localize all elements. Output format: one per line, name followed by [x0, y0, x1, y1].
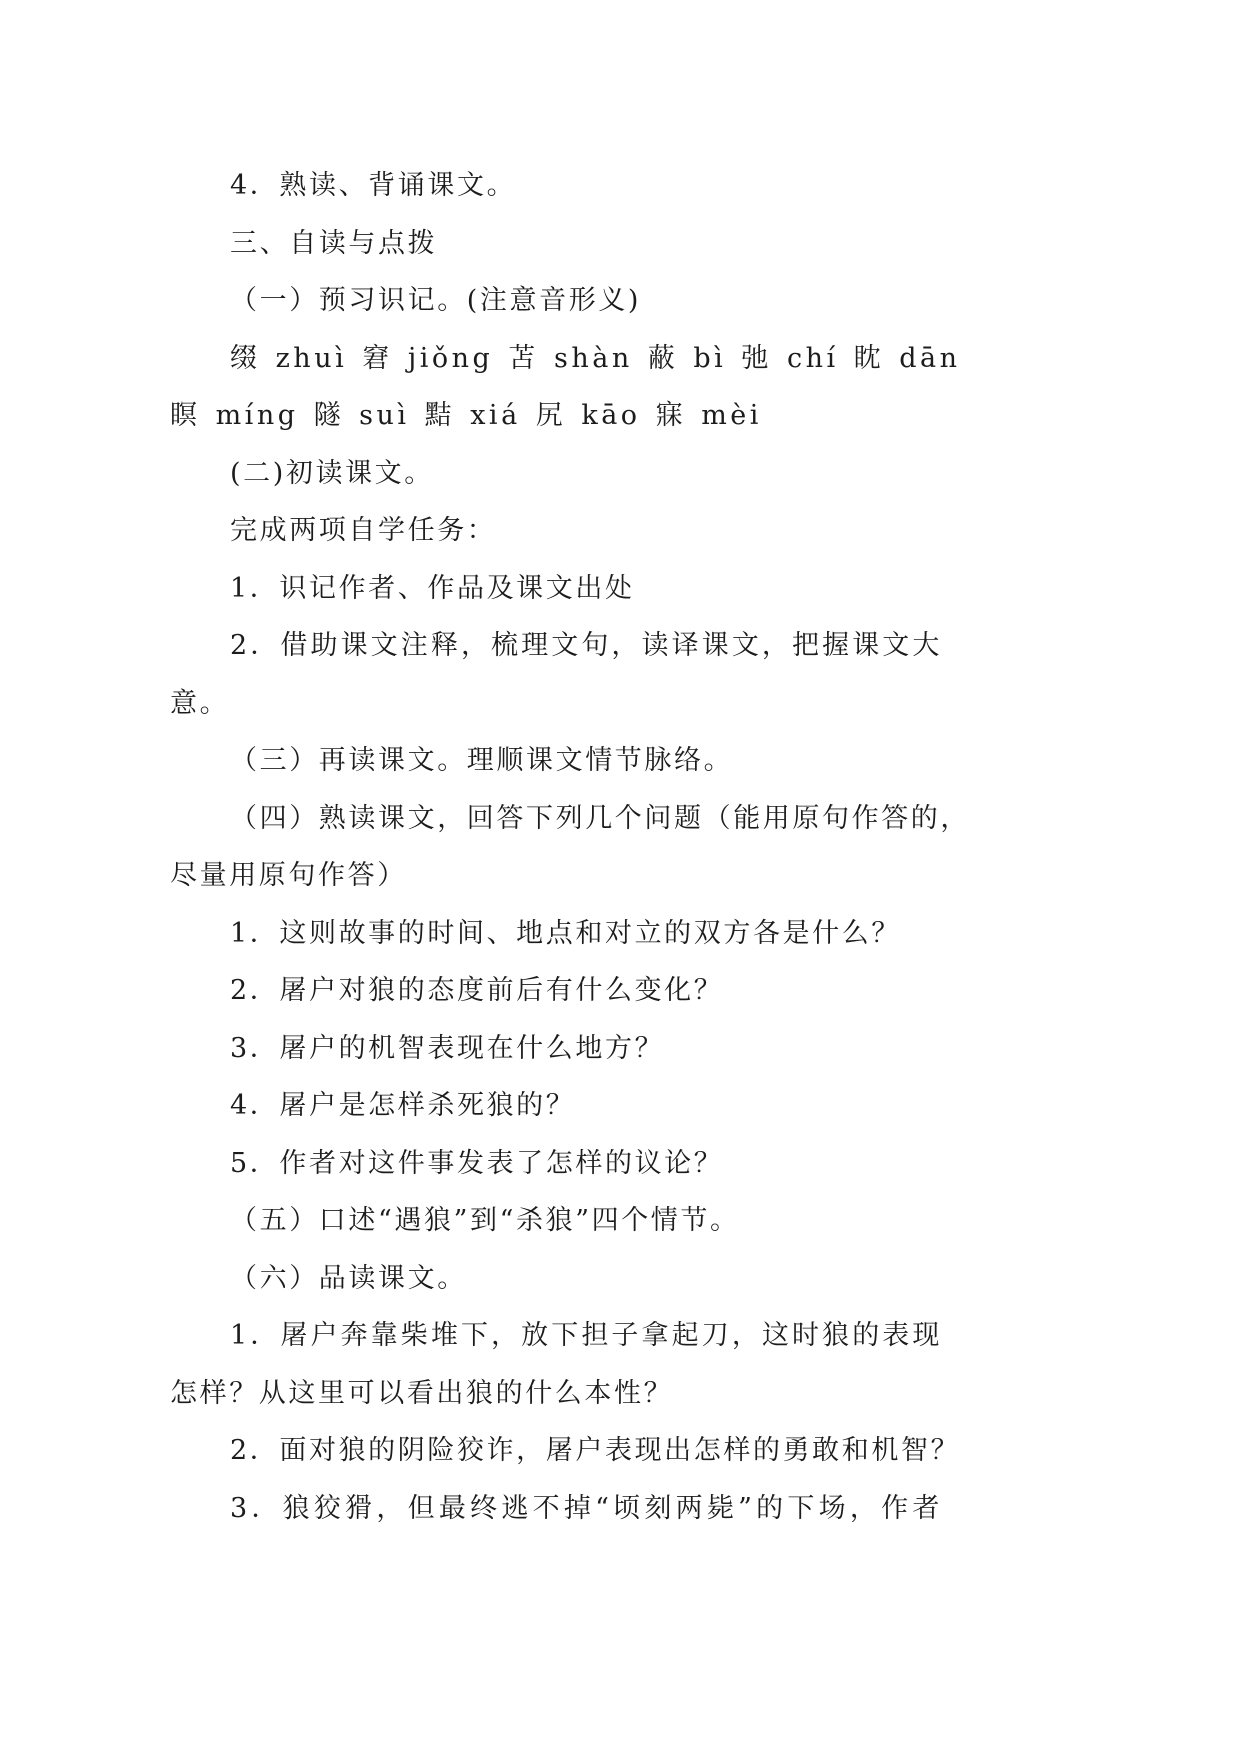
section-heading-self-study: [170, 215, 1030, 273]
reading-question-2: [170, 1422, 1030, 1480]
question-3: [170, 1020, 1030, 1078]
pinyin-line-2: 瞑 míng 隧 suì 黠 xiá 尻 kāo 寐 mèi: [170, 400, 762, 431]
subsection-heading-6-text: （六）品读课文。: [230, 1262, 467, 1294]
subsection-heading-2-text: (二)初读课文。: [230, 457, 434, 489]
question-4-text: 4．屠户是怎样杀死狼的？: [230, 1090, 576, 1121]
subsection-heading-4: [170, 790, 1030, 905]
question-2-text: 2．屠户对狼的态度前后有什么变化？: [230, 975, 724, 1006]
subsection-heading-4-line-2: 尽量用原句作答）: [170, 860, 407, 891]
task-item-4-recite-text: 4．熟读、背诵课文。: [230, 170, 517, 201]
question-2: [170, 962, 1030, 1020]
pinyin-vocabulary: [170, 330, 1030, 445]
reading-question-1: [170, 1307, 1030, 1422]
task-intro-text: 完成两项自学任务：: [230, 515, 497, 546]
subsection-heading-1: [170, 272, 1030, 330]
document-body: [170, 157, 1030, 1537]
subsection-heading-3-text: （三）再读课文。理顺课文情节脉络。: [230, 745, 734, 776]
question-5: [170, 1135, 1030, 1193]
section-heading-text: 三、自读与点拨: [230, 227, 438, 259]
question-1-text: 1．这则故事的时间、地点和对立的双方各是什么？: [230, 917, 901, 949]
task-item-2-line-2: 意。: [170, 687, 230, 719]
question-1: [170, 905, 1030, 963]
pinyin-line-1: 缀 zhuì 窘 jiǒng 苫 shàn 蔽 bì 弛 chí 眈 dān: [230, 342, 961, 374]
task-item-1-text: 1．识记作者、作品及课文出处: [230, 572, 635, 604]
question-4: [170, 1077, 1030, 1135]
subsection-heading-6: [170, 1250, 1030, 1308]
subsection-heading-2: [170, 445, 1030, 503]
task-item-2: [170, 617, 1030, 732]
task-item-2-line-1: 2．借助课文注释，梳理文句，读译课文，把握课文大: [230, 630, 942, 661]
subsection-heading-5-text: （五）口述“遇狼”到“杀狼”四个情节。: [230, 1205, 740, 1236]
question-3-text: 3．屠户的机智表现在什么地方？: [230, 1032, 665, 1064]
reading-question-1-line-1: 1．屠户奔靠柴堆下，放下担子拿起刀，这时狼的表现: [230, 1320, 942, 1351]
subsection-heading-3: [170, 732, 1030, 790]
reading-question-3: [170, 1480, 1030, 1538]
subsection-heading-1-text: （一）预习识记。(注意音形义): [230, 285, 642, 316]
question-5-text: 5．作者对这件事发表了怎样的议论？: [230, 1147, 724, 1179]
subsection-heading-4-line-1: （四）熟读课文，回答下列几个问题（能用原句作答的，: [230, 802, 970, 834]
reading-question-2-text: 2．面对狼的阴险狡诈，屠户表现出怎样的勇敢和机智？: [230, 1435, 961, 1466]
subsection-heading-5: [170, 1192, 1030, 1250]
task-intro: [170, 502, 1030, 560]
reading-question-3-line-1: 3．狼狡猾，但最终逃不掉“顷刻两毙”的下场，作者: [230, 1492, 942, 1524]
reading-question-1-line-2: 怎样？从这里可以看出狼的什么本性？: [170, 1377, 674, 1409]
task-item-1: [170, 560, 1030, 618]
task-item-4-recite: [170, 157, 1030, 215]
